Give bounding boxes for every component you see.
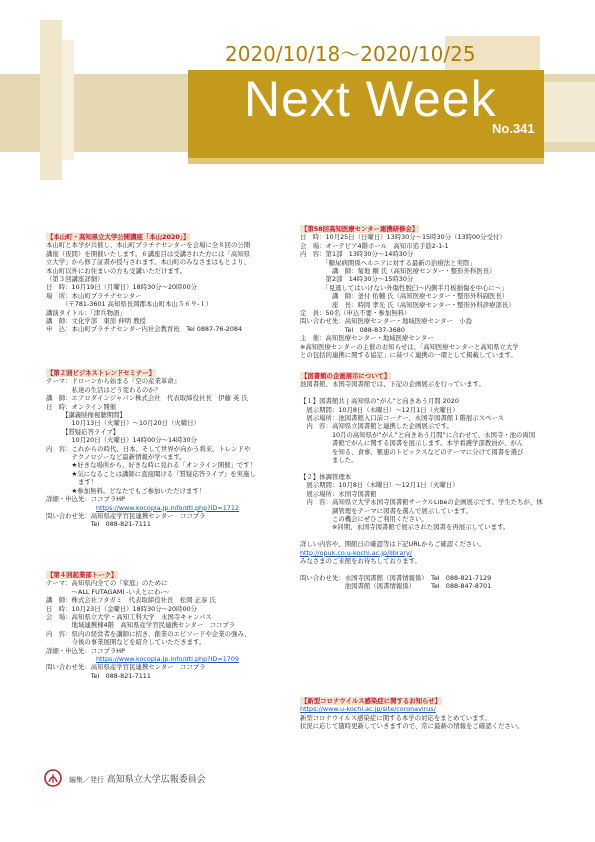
text-line: 詳細・申込先：ココプラHP [46,646,125,655]
more-info-text: 詳しい内容や、開館日の確認等は下記URLからご確認ください。 [300,540,486,549]
text-line: この機会にぜひご利用ください。 [300,514,428,523]
header-decoration [40,20,62,180]
text-line: 地域連携棟4階 高知県産学官民連携センター ココプラ [46,621,236,630]
article-body [46,579,296,655]
article-business-seminar [46,369,296,529]
text-line: テクノロジーなど最新情報が学べます。 [46,453,186,462]
text-line: （〒781-3601 高知県長岡郡本山町本山５６９-１） [46,300,213,309]
title-panel-edge [188,158,544,164]
university-logo-icon [44,769,62,790]
article-body [46,241,296,333]
text-line: テーマ：ドローンから始まる『空の産業革命』 [46,377,181,386]
text-line: 10月20日（火曜日）14時00分〜14時30分 [46,436,198,445]
text-line: 申 込：本山町プラチナセンター内社会教育班 Tel 0887-76-2084 [46,325,243,334]
article-body [300,397,570,532]
article-library-exhibition [300,372,570,591]
contact-info [300,574,570,591]
text-line: 展示場所：永国寺図書館 [300,489,377,498]
article-heading: 【本山町・高知県立大学公開講座「本山2020」】 [47,233,190,241]
seminar-link[interactable]: https://www.kocopla.jp.info/dtl.php?ID=1712 [96,503,239,512]
footer-organization: 高知県立大学広報委員会 [106,775,206,785]
text-line: ます！ [46,478,98,487]
text-line: 主 催：高知医療センター・地域医療センター [300,334,434,343]
header-decoration [540,82,595,142]
text-line: 講 師：エアロダインジャパン株式会社 代表取締役社長 伊藤 英 氏 [46,394,248,403]
contact-info [46,663,296,680]
text-line: 【質疑応答ライブ】 [46,427,120,436]
text-line: 池図書館（図書情報係） Tel 088-847-8701 [300,582,492,591]
article-heading: 【第58回高知医療センター連携研修会】 [301,225,419,233]
text-line: 定 員：50名（申込不要・参加無料） [300,309,411,318]
talk-link[interactable]: https://www.kocopla.jp.info/dtl.php?ID=1709 [96,655,239,664]
text-line: 講 師：釜付 佑輔 氏（高知医療センター・整形外科副医長） [300,292,509,301]
text-line: ★参加無料。どなたでもご参加いただけます！ [46,486,206,495]
text-line: 内 容：高知県立図書館と連携した企画展示です。 [300,422,453,431]
text-line: 問い合わせ先：高知県産学官民連携センター ココプラ [46,663,206,672]
text-line: 本山町以外にお住まいの方も受講いただけます。 [46,266,187,275]
text-line: ました。 [300,456,358,465]
text-line: 講演タイトル：「津兵物語」 [46,308,126,317]
issue-number: No.341 [492,121,535,136]
text-line: との包括的連携に関する協定」に基づく連携の一環として掲載しています。 [300,351,517,360]
footer-prefix: 編集／発行 [68,776,104,784]
text-line: 【１】図書館共 | 高知県の“がん”と向きあう月間 2020 [300,397,459,406]
article-body [46,377,296,503]
text-line: テーマ：高知県内全ての『家庭』のために [46,579,168,588]
article-coronavirus-notice [300,697,570,731]
text-line: 日 時：10月23日（金曜日）18時30分〜20時00分 [46,604,198,613]
article-body [300,714,570,731]
text-line: 新型コロナウイルス感染症に関する本学の対応をまとめています。 [300,713,491,722]
text-line: 10月13日（火曜日）〜10月20日（火曜日） [46,419,200,428]
header-decoration [62,40,74,160]
article-motoyama-lecture [46,233,296,334]
text-line: Tel 088-821-7111 [46,671,151,680]
text-line: 講 師：菊地 剛 氏（高知医療センター・整形外科医長） [300,267,496,276]
article-heading: 【第２回ビジネストレンドセミナー】 [47,369,156,377]
text-line: 会 場：オーテピア4階ホール 高知市追手筋2-1-1 [300,241,449,250]
text-line: 問い合わせ先：永国寺図書館（図書情報係） Tel 088-821-7129 [300,573,492,582]
date-range: 2020/10/18～2020/10/25 [225,42,476,66]
text-line: 詳細・申込先：ココプラHP [46,495,125,504]
text-line: 会 場：高知県立大学・高知工科大学 永国寺キャンパス [46,613,212,622]
text-line: ★好きな場所から、好きな時に見れる「オンライン開催」です！ [46,461,257,470]
text-line: Tel 088-821-7111 [46,520,151,529]
text-line: 講 師：文化学部 東原 伸明 教授 [46,317,146,326]
page-title: Next Week [244,71,497,127]
text-line: （第３回講座詳細） [46,275,104,284]
text-line: 日 時：10月25日（日曜日）13時30分〜15時30分（13時00分受付） [300,233,506,242]
text-line: 状況に応じて随時更新していきますので、常に最新の情報をご確認ください。 [300,722,524,731]
contact-info [46,512,296,529]
coronavirus-link[interactable]: https://www.u-kochi.ac.jp/site/coronavirus/ [300,705,436,714]
text-line: 本山町と本学が共催し、本山町プラチナセンターを会場に全８回の公開 [46,241,251,250]
text-line: 日 時：10月19日（月曜日）18時30分〜20時00分 [46,283,198,292]
text-line: 「見逃してはいけない外傷性脱臼〜内側半月板損傷を中心に〜」 [300,283,508,292]
text-line: 〜ALL FUTAGAMI -いえとにわ-〜 [46,587,170,596]
footer [44,769,206,790]
text-line: 調管理をテーマに図書を選んで展示しています。 [300,506,473,515]
text-line: 内 容：県内の経営者を講師に招き、創業のエピソードや企業の強み、 [46,629,251,638]
text-line: 立大学」から修了証書が授与されます。本山町のみなさまはもとより、 [46,258,250,267]
text-line: 第2部 14時30分〜15時30分 [300,275,414,284]
text-line: 私達の生活はどう変わるのか？ [46,385,162,394]
library-link[interactable]: http://opuk.co.u-kochi.ac.jp/library/ [300,548,412,557]
article-body [300,233,570,359]
article-heading: 【第４回起業部トーク】 [47,571,118,579]
article-startup-talk [46,571,296,680]
text-line: 展示期間：10月8日（木曜日）〜12月1日（火曜日） [300,405,459,414]
article-medical-training [300,225,570,360]
article-intro: 池図書館、永国寺図書館では、下記の企画展示を行っています。 [300,380,485,389]
text-line: 書館でがんに関する図書を展示します。本学看護学部教員が、がん [300,439,524,448]
text-line: 今後の事業展開などを紹介していただきます。 [46,638,206,647]
text-line: ★気になることは講師に直接聞ける『質疑応答ライブ』を実施し [46,469,256,478]
text-line: 内 容：第1部 13時30分〜14時30分 [300,250,414,259]
text-line: 内 容：高知県立大学永国寺図書館サークルLibeの企画展示です。学生たちが、体 [300,498,543,507]
text-line: 座 長：時岡 孝光 氏（高知医療センター・整形外科診療部長） [300,300,515,309]
article-heading: 【新型コロナウイルス感染症に関するお知らせ】 [301,697,442,705]
text-line: 展示場所：池図書館入口前コーナー、永国寺図書館１階展示スペース [300,414,504,423]
text-line [300,464,570,472]
text-line: 内 容：これからの時代、日本、そして世界が向かう将来、トレンドや [46,444,251,453]
text-line: ※高知医療センターの主催のお知らせは、「高知医療センターと高知県立大学 [300,342,519,351]
article-heading: 【図書館の企画展示について】 [301,372,391,380]
text-line: 場 所：本山町プラチナセンター [46,291,142,300]
text-line: 問い合わせ先：高知医療センター・地域医療センター 小島 [300,317,473,326]
thanks-text: みなさまのご来館をお待ちしております。 [300,556,421,565]
text-line: 日 時：オンライン開催 [46,402,117,411]
text-line: 問い合わせ先：高知県産学官民連携センター ココプラ [46,511,206,520]
text-line: 講 師：株式会社フタガミ 代表取締役社長 松岡 正泰 氏 [46,596,216,605]
text-line: Tel 088-837-3680 [300,325,405,334]
text-line: 【２】体調管理本 [300,472,352,481]
text-line: ※同期、永国寺図書館で展示された図書を再展示しています。 [300,523,510,532]
text-line: 【講義映像視聴期間】 [46,411,126,420]
text-line: 展示期間：10月8日（木曜日）〜12月1日（火曜日） [300,481,459,490]
text-line: 10月の高知県が“がん”と向きあう月間”に合わせて、永国寺・池の両図 [300,430,536,439]
text-line: を知る、食事、罹患のトピックスなどのテーマに分けて図書を選び [300,447,524,456]
text-line: 講座（夜間）を開催いたします。６講座目は受講された方には「高知県 [46,249,250,258]
text-line: 「糖尿病関係ヘルニアに対する最新の治療法と実際」 [300,258,476,267]
